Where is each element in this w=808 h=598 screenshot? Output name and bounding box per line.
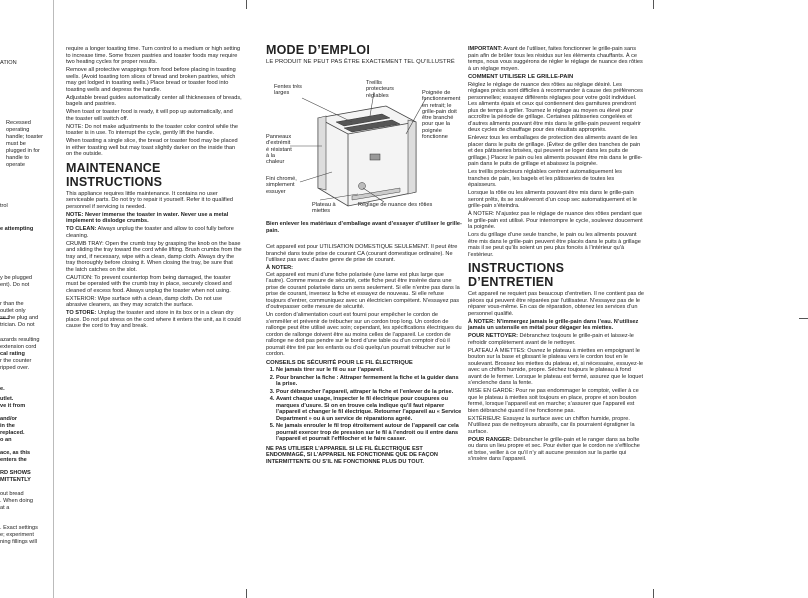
fragment-line: outlet only (0, 308, 26, 314)
fragment-line: azards resulting (0, 337, 40, 343)
paragraph (66, 310, 242, 330)
mode-emploi-heading: MODE D’EMPLOI (266, 43, 370, 57)
label-chrome-finish: Fini chromé, simplement essuyer (266, 176, 297, 195)
fragment-line: out bread (0, 491, 24, 497)
inline-label: TO STORE: (66, 310, 97, 316)
maintenance-heading: MAINTENANCE INSTRUCTIONS (66, 160, 163, 189)
label-shade-control: Réglage de nuance des rôties (358, 202, 433, 208)
fragment-line: RD SHOWS (0, 470, 31, 476)
entretien-heading: INSTRUCTIONS D’ENTRETIEN (468, 261, 565, 289)
paragraph: This appliance requires little maintenance. It contains no user serviceable parts. Do not try to repair it yourself. Refer it to qualified personnel if servicing is needed. (66, 190, 233, 210)
fragment-line: ent). Do not (0, 282, 30, 288)
illustration-note: LE PRODUIT NE PEUT PAS ÊTRE EXACTEMENT TEL QU’ILLUSTRÉ (266, 59, 455, 65)
fragment-line: trician. Do not (0, 322, 35, 328)
toaster-diagram (266, 76, 462, 226)
column-mode-emploi-body (266, 221, 462, 236)
inline-text: Always unplug the toaster and allow to cool fully before cleaning. (66, 226, 234, 239)
fragment-line: o an (0, 437, 12, 443)
inline-label: POUR RANGER: (468, 436, 512, 443)
note-warning: NOTE: Never immerse the toaster in water. Never use a metal implement to dislodge crumbs. (66, 211, 229, 224)
crop-mark (246, 589, 247, 598)
label-recessed-handle: Poignée de fonctionnement en retrait; le grille-pain doit être branché pour que la poignée fonctionne (422, 90, 461, 141)
paragraph (468, 46, 644, 72)
paragraph: Lorsque la rôtie ou les aliments pouvant être mis dans le grille-pain seront prêts, ils se soulèveront d’un coup sec automatiquement et le grille-pain s’éteindra. (468, 190, 637, 209)
paragraph: NOTE: Do not make adjustments to the toaster color control while the toaster is in use. To interrupt the cycle, gently lift the handle. (66, 123, 238, 136)
paragraph: Cet appareil est pour UTILISATION DOMESTIQUE SEULEMENT. Il peut être branché dans toute prise de courant CA (courant domestique ordinaire). Ne l’utilisez pas avec d’autre genre de prise de courant. (266, 244, 458, 263)
paragraph (468, 333, 644, 346)
inline-text: Unplug the toaster and store in its box or in a clean dry place. Do not put stress on the cord where it enters the unit, as it could cause the cord to fray and break. (66, 310, 241, 329)
paragraph: CAUTION: To prevent countertop from being damaged, the toaster must be operated with the crumb tray in place, securely closed and cleaned of excess food. Always unplug the toaster when not using. (66, 274, 232, 294)
column-mode-emploi (266, 40, 462, 66)
paragraph: À NOTER: N’ajustez pas le réglage de nuance des rôties pendant que le grille-pain est utilisé. Pour interrompre le cycle, soulevez doucement la poignée. (468, 211, 643, 230)
paragraph: Cet appareil ne requiert pas beaucoup d’entretien. Il ne contient pas de pièces qui peuvent être réparées par l’utilisateur. N’essayez pas de le réparer vous-même. En cas de réparation, obtenez les services d’un personnel qualifié. (468, 291, 645, 317)
inline-label: TO CLEAN: (66, 226, 97, 232)
fragment-line: and/or (0, 416, 18, 422)
paragraph: Réglez le réglage de nuance des rôties au réglage désiré. Les réglages précis sont difficiles à recommander à cause des préférences personnelles; essayez différents réglages pour votre goût individuel. Les aliments épais et ceux qui contiennent des garnitures prendront plus de temps à griller. Tournez le réglage au moyen ou élevé pour accroître la période de grillage. Certaines pâtisseries congelées et d’autres aliments pouvant être mis dans le grille-pain peuvent requérir deux cycles de chauffage pour des résultats appropriés. (468, 81, 643, 133)
fragment-line: ATION (0, 60, 17, 66)
fragment-line: . Exact settings (0, 525, 38, 531)
inline-text: Débranchez toujours le grille-pain et laissez-le refroidir complètement avant de le nettoyer. (468, 333, 634, 346)
inline-label: IMPORTANT: (468, 46, 503, 52)
paragraph (66, 226, 242, 239)
inline-text: Avant de l’utiliser, faites fonctionner le grille-pain sans pain afin de brûler tous les résidus sur les éléments chauffants. À ce temps, nous vous suggérons de régler le réglage de nuance des rôties à un réglage moyen. (468, 46, 643, 72)
paragraph: When toasting a single slice, the bread or toaster food may be placed in either toasting well but may toast slightly darker on the inside than on the outside. (66, 138, 238, 157)
paragraph (468, 437, 644, 463)
list-item: 3. Pour débrancher l’appareil, attraper la fiche et l’enlever de la prise. (276, 389, 462, 396)
list-item: 5. Ne jamais enrouler le fil trop étroitement autour de l’appareil car cela pourrait exercer trop de pression sur le fil à l’endroit ou il entre dans l’appareil et pourrait l’effilocher et le faire casser. (276, 423, 462, 443)
fragment-line: cal rating (0, 351, 25, 357)
fragment-line: r the counter (0, 358, 32, 364)
fragment-line: trol (0, 203, 8, 209)
paragraph: PLATEAU À MIETTES: Ouvrez le plateau à miettes en empoignant le bouton sur la base et glissant le plateau vers le cordon tout en le soulevant. Brossez les miettes du plateau et, si nécessaire, essuyez-le avec un chiffon humide, propre. Séchez toujours le plateau à fond avant de le fermer. Lorsque le plateau est fermé, assurez que le loquet s’enclenche dans la fente. (468, 347, 644, 386)
label-crumb-tray: Plateau à miettes (312, 202, 336, 215)
inline-text: Débrancher le grille-pain et le ranger dans sa boîte ou dans un lieu propre et sec. Pour éviter que le cordon ne s’effiloche et brise, veiller à ce qu’il n’y ait aucune pression sur la partie qui s’insère dans l’appareil. (468, 436, 640, 462)
column-english-maintenance (66, 46, 242, 331)
fragment-line: operating (6, 127, 30, 133)
paragraph: CRUMB TRAY: Open the crumb tray by grasping the knob on the base and sliding the tray toward the cord while lifting. Brush crumbs from the tray and, if necessary, wipe with a clean, damp cloth. Always dry the tray thoroughly before closing it. When closing the tray, be sure that the latch catches on the slot. (66, 240, 242, 273)
crop-mark (246, 0, 247, 9)
fragment-line: operate (6, 162, 25, 168)
crop-mark (653, 0, 654, 9)
list-item: 2. Pour brancher la fiche : Attraper fermement la fiche et la guider dans la prise. (276, 375, 462, 388)
fragment-line: enters the (0, 457, 27, 463)
fragment-line: MITTENTLY (0, 477, 31, 483)
fragment-line: ripped over. (0, 365, 30, 371)
fragment-line: handle to (6, 155, 30, 161)
paragraph: Un cordon d’alimentation court est fourni pour empêcher le cordon de s’emmêler et prévenir de trébucher sur un cordon trop long. Un cordon de rallonge peut être utilisé avec soin; cependant, les spécifications électriques du cordon de rallonge doivent être au moins celles de l’appareil. Le cordon de rallonge ne doit pas pendre sur le bord d’une table ou d’un comptoir d’où il pourrait être tiré par les enfants ou d’où quelqu’un pourrait trébucher sur le cordon. (266, 312, 462, 357)
list-item: 4. Avant chaque usage, inspecter le fil électrique pour coupures ou marques d’usure. Si on en trouve cela indique qu’il faut réparer l’appareil et changer le fil électrique. Retourner l’appareil au « Service Department » ou à un service de réparations agréé. (276, 396, 462, 422)
fragment-line: e. (0, 386, 5, 392)
fold-line-left (53, 0, 54, 598)
paragraph: Adjustable bread guides automatically center all thicknesses of breads, bagels and pastries. (66, 94, 242, 107)
list-item: 1. Ne jamais tirer sur le fil ou sur l’appareil. (276, 367, 462, 374)
unpack-notice: Bien enlever les matériaux d’emballage avant d’essayer d’utiliser le grille-pain. (266, 221, 462, 234)
fragment-line: in the (0, 423, 15, 429)
note-warning: À NOTER: N’immergez jamais le grille-pain dans l’eau. N’utilisez jamais un ustensile en métal pour dégager les miettes. (468, 318, 639, 331)
paragraph: Les treillis protecteurs réglables centrent automatiquement les tranches de pain, les bagels et les pâtisseries de toutes les épaisseurs. (468, 169, 622, 188)
fragment-line: . When doing (0, 498, 33, 504)
paragraph: Cet appareil est muni d’une fiche polarisée (une lame est plus large que l’autre). Comme mesure de sécurité, cette fiche peut être insérée dans une prise de courant polarisée dans un sens seulement. Si elle n’entre pas dans la prise de courant, inversez la fiche et essayez de nouveau. Si elle refuse toujours d’entrer, communiquez avec un électricien compétent. N’essayez pas d’outrepasser cette mesure de sécurité. (266, 271, 460, 310)
fragment-line: ace, as this (0, 450, 31, 456)
paragraph: Lors du grillage d’une seule tranche, le pain ou les aliments pouvant être mis dans le grille-pain peuvent être placés dans le puits à grillage mais il se peut qu’ils soient un peu plus foncés à l’intérieur qu’à l’extérieur. (468, 232, 641, 258)
fragment-line: handle; toaster (6, 134, 44, 140)
paragraph: EXTERIOR: Wipe surface with a clean, damp cloth. Do not use abrasive cleaners, as they may scratch the surface. (66, 295, 223, 308)
label-bread-guides: Treillis protecteurs réglables (366, 80, 394, 99)
fragment-line: replaced. (0, 430, 25, 436)
fragment-line: at a (0, 505, 10, 511)
fragment-line: plugged in for (6, 148, 40, 154)
fragment-line: extension cord (0, 344, 37, 350)
note-label: À NOTER: (266, 265, 294, 271)
crop-mark (653, 589, 654, 598)
fragment-line: se the plug and (0, 315, 39, 321)
label-wide-slots: Fentes très larges (274, 84, 302, 97)
paragraph: MISE EN GARDE: Pour ne pas endommager le comptoir, veiller à ce que le plateau à miettes soit toujours en place, propre et son bouton fermé, lorsque l’appareil est en marche; s’assurer que l’appareil est bien débranché quand il ne fonctionne pas. (468, 388, 639, 414)
how-to-use-heading: COMMENT UTILISER LE GRILLE-PAIN (468, 74, 574, 80)
column-safety-fr (266, 244, 462, 467)
cord-safety-list (266, 367, 462, 443)
fragment-line: utlet. (0, 396, 14, 402)
fragment-line: r than the (0, 301, 24, 307)
fragment-line: e; experiment (0, 532, 34, 538)
crop-mark (799, 318, 808, 319)
fragment-line: e attempting (0, 226, 34, 232)
inline-label: POUR NETTOYER: (468, 333, 518, 339)
paragraph: require a longer toasting time. Turn control to a medium or high setting to increase time. Some frozen pastries and toaster foods may require two heating cycles for proper results. (66, 46, 241, 65)
paragraph: Remove all protective wrappings from food before placing in toasting wells. (Avoid toasting torn slices of bread and broken pastries, which may get lodged in toasting wells.) Place bread or toaster food into toasting wells and depress the handle. (66, 67, 236, 93)
paragraph: Enlevez tous les emballages de protection des aliments avant de les placer dans le puits de grillage. (Évitez de griller des tranches de pain et des pâtisseries brisées, qui peuvent se loger dans les puits de grillage.) Placez le pain ou les aliments pouvant être mis dans le grille-pain dans le puits de grillage et abaissez la poignée. (468, 135, 643, 167)
label-end-panels: Panneaux d’extrémit é résistant à la chaleur (266, 134, 292, 166)
fragment-line: y be plugged (0, 275, 33, 281)
cord-safety-heading: CONSEILS DE SÉCURITÉ POUR LE FIL ÉLECTRIQUE (266, 359, 413, 366)
paragraph: When toast or toaster food is ready, it will pop up automatically, and the toaster will switch off. (66, 109, 233, 122)
fragment-line: must be (6, 141, 26, 147)
fragment-line: Recessed (6, 120, 31, 126)
column-french-entretien (468, 46, 644, 464)
fragment-line: ve it from (0, 403, 26, 409)
cord-warning: NE PAS UTILISER L’APPAREIL SI LE FIL ÉLECTRIQUE EST ENDOMMAGÉ, SI L’APPAREIL NE FONCTIONNE QUE DE FAÇON INTERMITTENTE OU S’IL NE FONCTIONNE PLUS DU TOUT. (266, 445, 438, 465)
fragment-line: ning fillings will (0, 539, 37, 545)
paragraph: EXTÉRIEUR: Essuyez la surface avec un chiffon humide, propre. N’utilisez pas de nettoyeurs abrasifs, car ils pourraient égratigner la surface. (468, 415, 635, 435)
